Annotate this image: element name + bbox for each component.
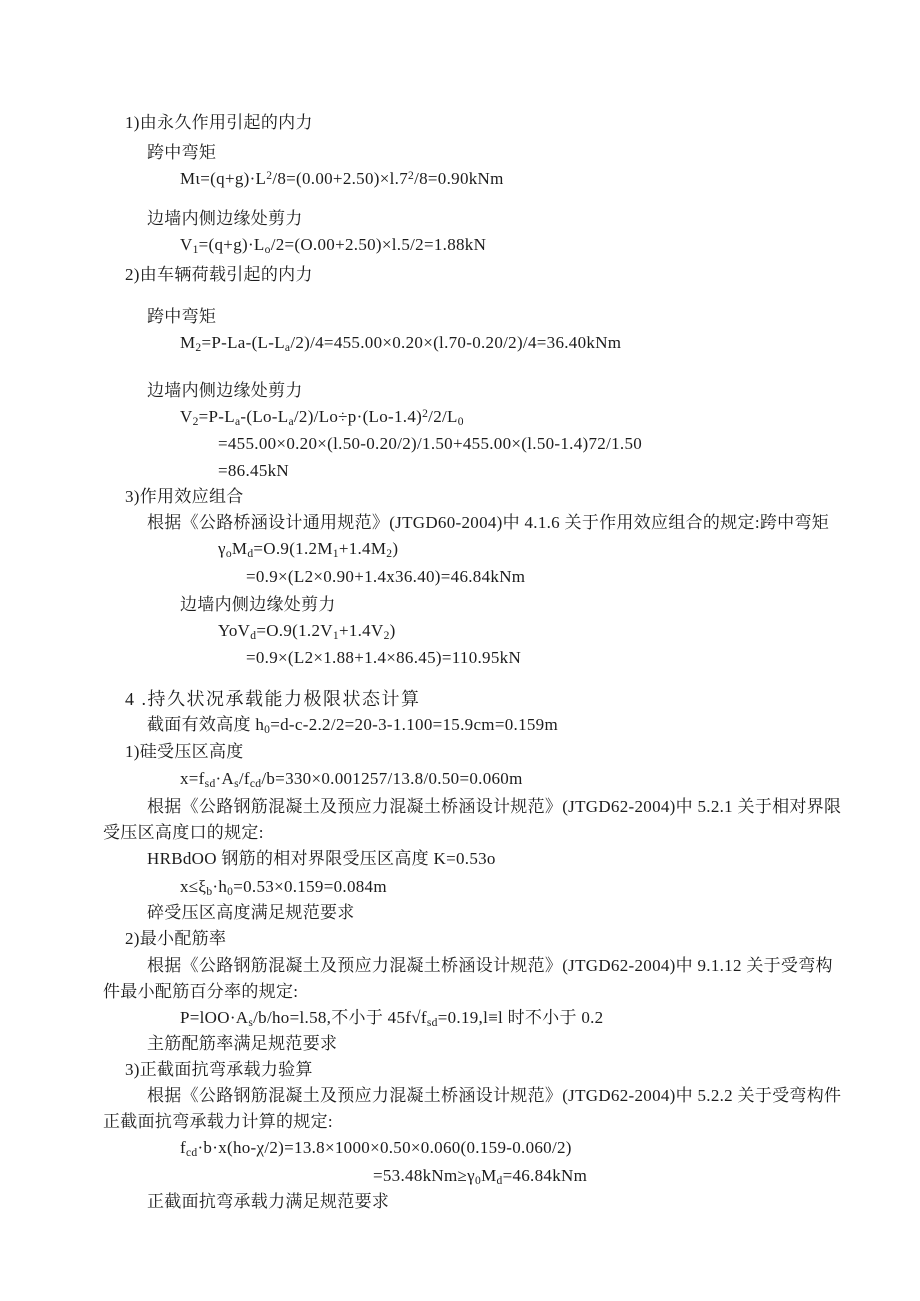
text-line: $M_2=P-La-(L-L_a/2)/4=455.00\times 0.20\times(l.70-0.20/2)/4=36.40kNm$ [180, 333, 622, 355]
text-line: $=53.48kNm\ge\gamma_0M_d=46.84kNm$ [373, 1166, 588, 1188]
document-body [0, 110, 920, 1215]
text-line: 正截面抗弯承载力满足规范要求 [147, 1192, 390, 1211]
text-line: =0.9×(L2×0.90+1.4x36.40)=46.84kNm [246, 567, 526, 586]
text-line: =0.9×(L2×1.88+1.4×86.45)=110.95kN [246, 648, 522, 667]
text-line: 正截面抗弯承载力计算的规定: [103, 1112, 333, 1131]
text-line: HRBdOO 钢筋的相对界限受压区高度 K=0.53o [147, 849, 496, 868]
text-line: 件最小配筋百分率的规定: [103, 982, 299, 1001]
text-line: 边墙内侧边缘处剪力 [147, 381, 303, 400]
text-line: $P=lOO\cdot A_s/b/ho=l.58$,不小于 $45f√f_{sd}=0.19,l\equiv l$ 时不小于 0.2 [180, 1008, 604, 1030]
text-line: 1)由永久作用引起的内力 [125, 113, 313, 132]
text-line: 3)作用效应组合 [125, 487, 244, 506]
text-line: 碎受压区高度满足规范要求 [147, 903, 355, 922]
text-line: 主筋配筋率满足规范要求 [147, 1034, 338, 1053]
text-line: $V_2=P-L_a-(Lo-L_a/2)/Lo\div p\cdot(Lo-1.4)^2/2/L_0$ [180, 406, 464, 429]
text-line: 根据《公路桥涵设计通用规范》(JTGD60-2004)中 4.1.6 关于作用效应组合的规定:跨中弯矩 [147, 513, 830, 532]
text-line: $f_{cd}\cdot b\cdot x(ho-\chi/2)=13.8\times 1000\times 0.50\times 0.060(0.159-0.060/2)$ [180, 1138, 572, 1160]
text-line: 2)由车辆荷载引起的内力 [125, 265, 313, 284]
text-line: =86.45kN [218, 461, 290, 480]
text-line: 1)硅受压区高度 [125, 742, 244, 761]
text-line: $V_1=(q+g)\cdot L_o/2=(O.00+2.50)\times l.5/2=1.88kN$ [180, 235, 487, 257]
text-line: 跨中弯矩 [147, 143, 217, 162]
text-line: $M\iota=(q+g)\cdot L^2/8=(0.00+2.50)\times l.7^2/8=0.90kNm$ [180, 168, 504, 188]
text-line: $x\le\xi_b\cdot h_0=0.53\times 0.159=0.084m$ [180, 877, 387, 899]
text-line: =455.00×0.20×(l.50-0.20/2)/1.50+455.00×(l.50-1.4)72/1.50 [218, 434, 643, 453]
text-line: 根据《公路钢筋混凝土及预应力混凝土桥涵设计规范》(JTGD62-2004)中 5.2.2 关于受弯构件 [147, 1086, 842, 1105]
text-line: $x=f_{sd}\cdot A_s/f_{cd}/b=330\times 0.001257/13.8/0.50=0.060m$ [180, 769, 523, 791]
text-line: 截面有效高度 $h_0=d-c-2.2/2=20-3-1.100=15.9cm=0.159m$ [147, 715, 558, 737]
text-line: 根据《公路钢筋混凝土及预应力混凝土桥涵设计规范》(JTGD62-2004)中 5.2.1 关于相对界限 [147, 797, 842, 816]
text-line: 边墙内侧边缘处剪力 [180, 595, 336, 614]
text-line: 2)最小配筋率 [125, 929, 227, 948]
section-heading: 4 .持久状况承载能力极限状态计算 [125, 689, 421, 709]
text-line: $\gamma_oM_d=O.9(1.2M_1+1.4M_2)$ [218, 539, 399, 561]
text-line: 边墙内侧边缘处剪力 [147, 209, 303, 228]
text-line: 跨中弯矩 [147, 307, 217, 326]
text-line: 受压区高度口的规定: [103, 823, 264, 842]
text-line: 3)正截面抗弯承载力验算 [125, 1060, 313, 1079]
text-line: $YoV_d=O.9(1.2V_1+1.4V_2)$ [218, 621, 396, 643]
text-line: 根据《公路钢筋混凝土及预应力混凝土桥涵设计规范》(JTGD62-2004)中 9.1.12 关于受弯构 [147, 956, 833, 975]
